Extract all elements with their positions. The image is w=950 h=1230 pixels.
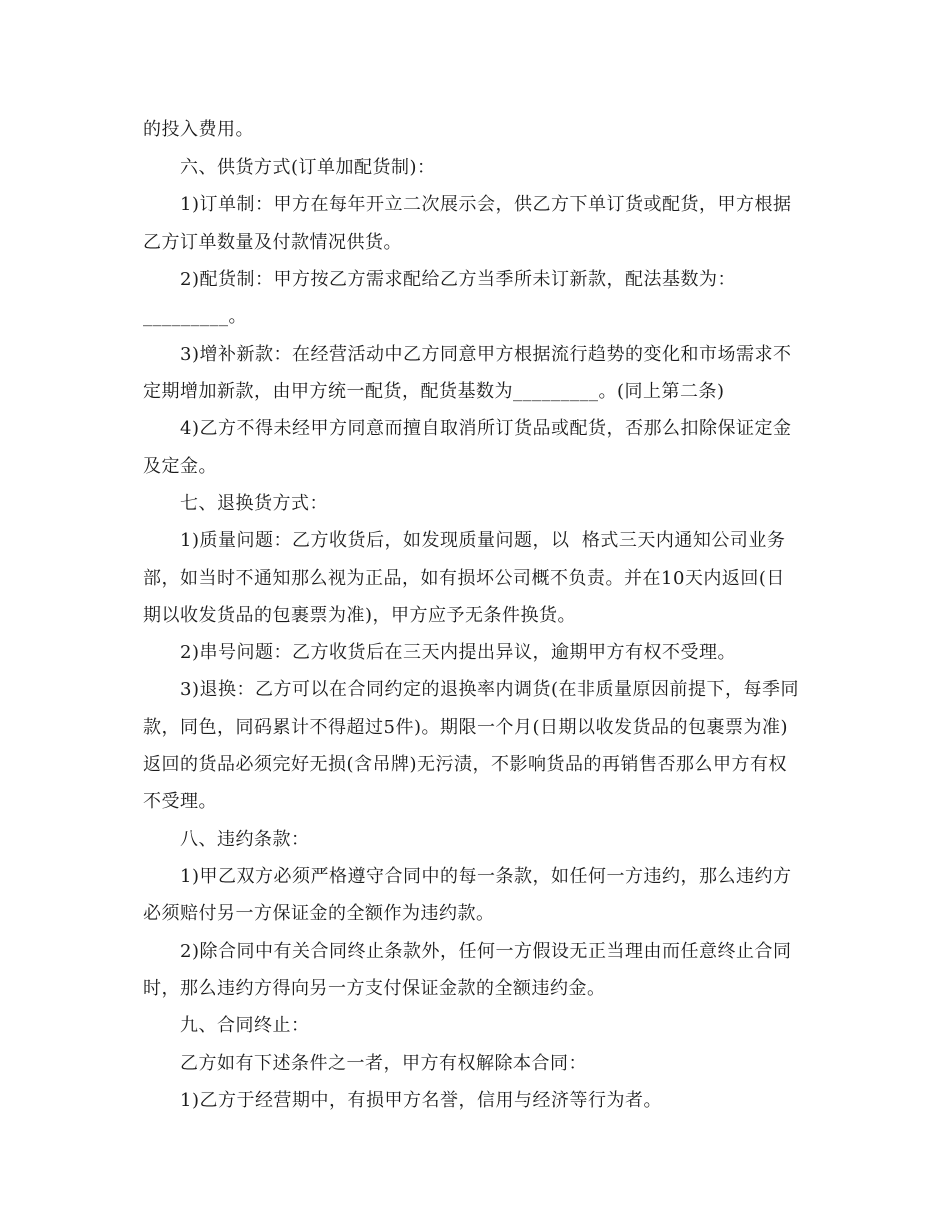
text-line: 期以收发货品的包裹票为准)，甲方应予无条件换货。 bbox=[143, 605, 577, 626]
text-line: 4)乙方不得未经甲方同意而擅自取消所订货品或配货，否那么扣除保证定金 bbox=[180, 418, 792, 439]
text-line: 及定金。 bbox=[143, 456, 217, 477]
section-heading: 七、退换货方式： bbox=[180, 493, 328, 514]
text-line: 1)质量问题：乙方收货后，如发现质量问题，以 格式三天内通知公司业务 bbox=[180, 530, 786, 551]
text-line: 不受理。 bbox=[143, 791, 217, 812]
text-line: 部，如当时不通知那么视为正品，如有损坏公司概不负责。并在10天内返回(日 bbox=[143, 568, 785, 589]
section-heading: 九、合同终止： bbox=[180, 1015, 310, 1036]
text-line: 的投入费用。 bbox=[143, 119, 254, 140]
text-line: 2)串号问题：乙方收货后在三天内提出异议，逾期甲方有权不受理。 bbox=[180, 642, 736, 663]
text-line: 乙方订单数量及付款情况供货。 bbox=[143, 232, 402, 253]
text-line: 必须赔付另一方保证金的全额作为违约款。 bbox=[143, 903, 495, 924]
text-line: 时，那么违约方得向另一方支付保证金款的全额违约金。 bbox=[143, 978, 606, 999]
section-heading: 八、违约条款： bbox=[180, 829, 310, 850]
text-line: 3)退换：乙方可以在合同约定的退换率内调货(在非质量原因前提下，每季同 bbox=[180, 679, 799, 700]
text-line: 1)订单制：甲方在每年开立二次展示会，供乙方下单订货或配货，甲方根据 bbox=[180, 194, 792, 215]
text-line: 款，同色，同码累计不得超过5件)。期限一个月(日期以收发货品的包裹票为准) bbox=[143, 717, 789, 738]
text-line: 乙方如有下述条件之一者，甲方有权解除本合同： bbox=[180, 1053, 587, 1074]
section-heading: 六、供货方式(订单加配货制)： bbox=[180, 157, 436, 178]
text-line: 返回的货品必须完好无损(含吊牌)无污渍，不影响货品的再销售否那么甲方有权 bbox=[143, 754, 788, 775]
text-line: 1)甲乙双方必须严格遵守合同中的每一条款，如任何一方违约，那么违约方 bbox=[180, 866, 792, 887]
text-line: 3)增补新款：在经营活动中乙方同意甲方根据流行趋势的变化和市场需求不 bbox=[180, 344, 792, 365]
text-line: 2)配货制：甲方按乙方需求配给乙方当季所未订新款，配法基数为： bbox=[180, 269, 736, 290]
text-line: 2)除合同中有关合同终止条款外，任何一方假设无正当理由而任意终止合同 bbox=[180, 941, 792, 962]
text-line: 定期增加新款，由甲方统一配货，配货基数为_________。(同上第二条) bbox=[143, 381, 725, 402]
text-line: _________。 bbox=[143, 306, 247, 327]
text-line: 1)乙方于经营期中，有损甲方名誉，信用与经济等行为者。 bbox=[180, 1090, 662, 1111]
